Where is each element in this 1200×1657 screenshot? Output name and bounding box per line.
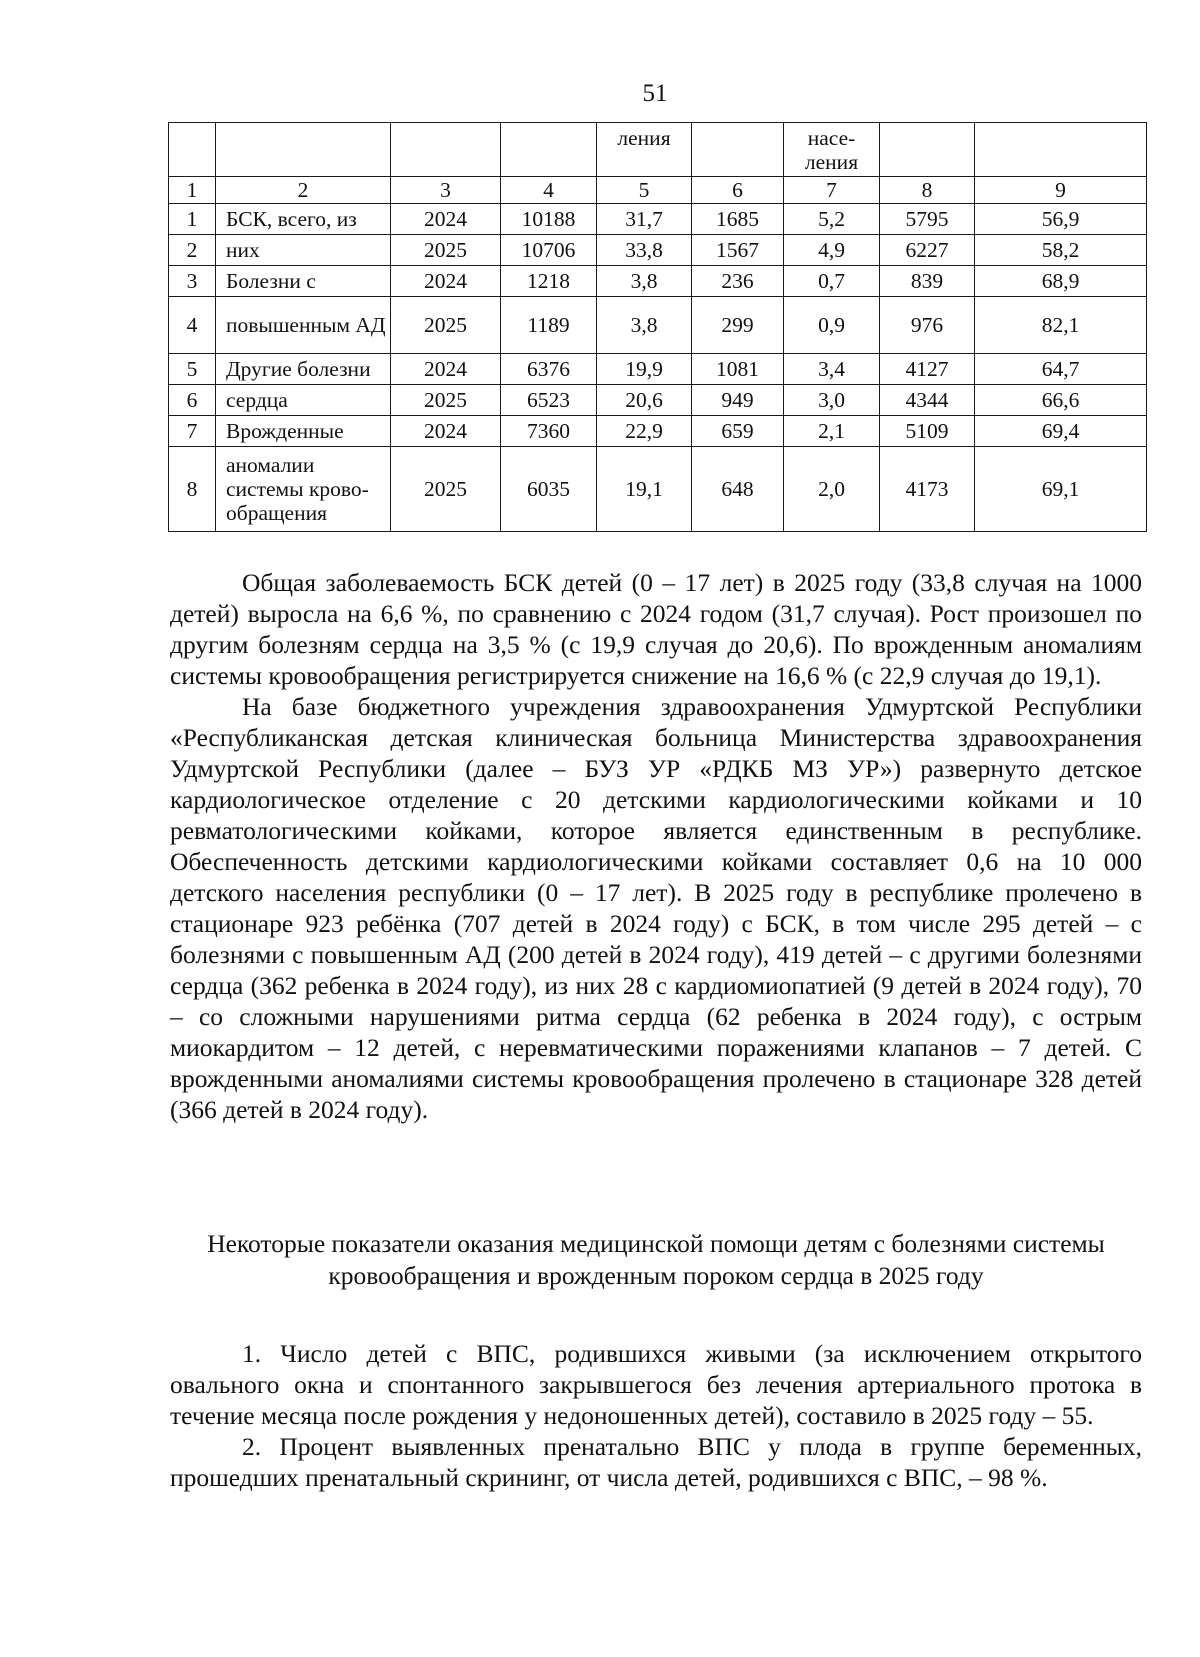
column-number-row bbox=[169, 177, 1147, 204]
page-number: 51 bbox=[642, 80, 668, 107]
table-row: 1 БСК, всего, из 2024 10188 31,7 1685 5,2 5795 56,9 bbox=[169, 204, 1147, 235]
list-item: 1. Число детей с ВПС, родившихся живыми (за исключением открытого овального окна и спонтанного закрывшегося без лечения артериального протока в течение месяца после рождения у недоношенных детей), составило в 2025 году – 55. bbox=[170, 1339, 1142, 1430]
row-label: них bbox=[216, 235, 391, 266]
table-row: 4 повышенным АД 2025 1189 3,8 299 0,9 976 82,1 bbox=[169, 297, 1147, 354]
column-number: 1 bbox=[169, 177, 216, 204]
row-label: БСК, всего, из bbox=[216, 204, 391, 235]
table-row: 7 Врожденные 2024 7360 22,9 659 2,1 5109 69,4 bbox=[169, 416, 1147, 447]
paragraph-cardiology-department: На базе бюджетного учреждения здравоохранения Удмуртской Республики «Республиканская детская клиническая больница Министерства здравоохранения Удмуртской Республики (далее – БУЗ УР «РДКБ МЗ УР») развернуто детское кардиологическое отделение с 20 детскими кардиологическими койками и 10 ревматологическими койками, которое является единственным в республике. Обеспеченность детскими кардиологическими койками составляет 0,6 на 10 000 детского населения республики (0 – 17 лет). В 2025 году в республике пролечено в стационаре 923 ребёнка (707 детей в 2024 году) с БСК, в том числе 295 детей – с болезнями с повышенным АД (200 детей в 2024 году), 419 детей – с другими болезнями сердца (362 ребенка в 2024 году), из них 28 с кардиомиопатией (9 детей в 2024 году), 70 – со сложными нарушениями ритма сердца (62 ребенка в 2024 году), с острым миокардитом – 12 детей, с неревматическими поражениями клапанов – 7 детей. С врожденными аномалиями системы кровообращения пролечено в стационаре 328 детей (366 детей в 2024 году). bbox=[170, 692, 1142, 1124]
body-text-upper bbox=[170, 567, 1142, 1125]
column-number: 8 bbox=[880, 177, 975, 204]
header-fragment-col7: насе- ления bbox=[784, 123, 880, 177]
column-number: 9 bbox=[975, 177, 1147, 204]
paragraph-incidence: Общая заболеваемость БСК детей (0 – 17 лет) в 2025 году (33,8 случая на 1000 детей) выросла на 6,6 %, по сравнению с 2024 годом (31,7 случая). Рост произошел по другим болезням сердца на 3,5 % (с 19,9 случая до 20,6). По врожденным аномалиям системы кровообращения регистрируется снижение на 16,6 % (с 22,9 случая до 19,1). bbox=[170, 568, 1142, 690]
column-number: 2 bbox=[216, 177, 391, 204]
table-header-fragment-row bbox=[169, 123, 1147, 177]
table-row: 8 аномалии системы крово-обращения 2025 6035 19,1 648 2,0 4173 69,1 bbox=[169, 447, 1147, 532]
table-row: 2 них 2025 10706 33,8 1567 4,9 6227 58,2 bbox=[169, 235, 1147, 266]
section-heading: Некоторые показатели оказания медицинской помощи детям с болезнями системы кровообращения и врожденным пороком сердца в 2025 году bbox=[207, 1229, 1105, 1290]
row-label: Болезни с bbox=[216, 266, 391, 297]
row-label: Другие болезни bbox=[216, 354, 391, 385]
list-item: 2. Процент выявленных пренатально ВПС у плода в группе беременных, прошедших пренатальный скрининг, от числа детей, родившихся с ВПС, – 98 %. bbox=[170, 1432, 1142, 1492]
column-number: 4 bbox=[501, 177, 597, 204]
row-label: повышенным АД bbox=[216, 297, 391, 354]
column-number: 3 bbox=[391, 177, 501, 204]
column-number: 5 bbox=[597, 177, 692, 204]
statistics-table bbox=[168, 122, 1147, 532]
table-row: 5 Другие болезни 2024 6376 19,9 1081 3,4 4127 64,7 bbox=[169, 354, 1147, 385]
column-number: 6 bbox=[692, 177, 784, 204]
table-row: 6 сердца 2025 6523 20,6 949 3,0 4344 66,6 bbox=[169, 385, 1147, 416]
row-label: Врожденные bbox=[216, 416, 391, 447]
column-number: 7 bbox=[784, 177, 880, 204]
header-fragment-col5: ления bbox=[597, 123, 692, 177]
table-row: 3 Болезни с 2024 1218 3,8 236 0,7 839 68,9 bbox=[169, 266, 1147, 297]
row-label: сердца bbox=[216, 385, 391, 416]
body-text-lower bbox=[170, 1338, 1142, 1493]
row-label: аномалии системы крово-обращения bbox=[216, 447, 391, 532]
